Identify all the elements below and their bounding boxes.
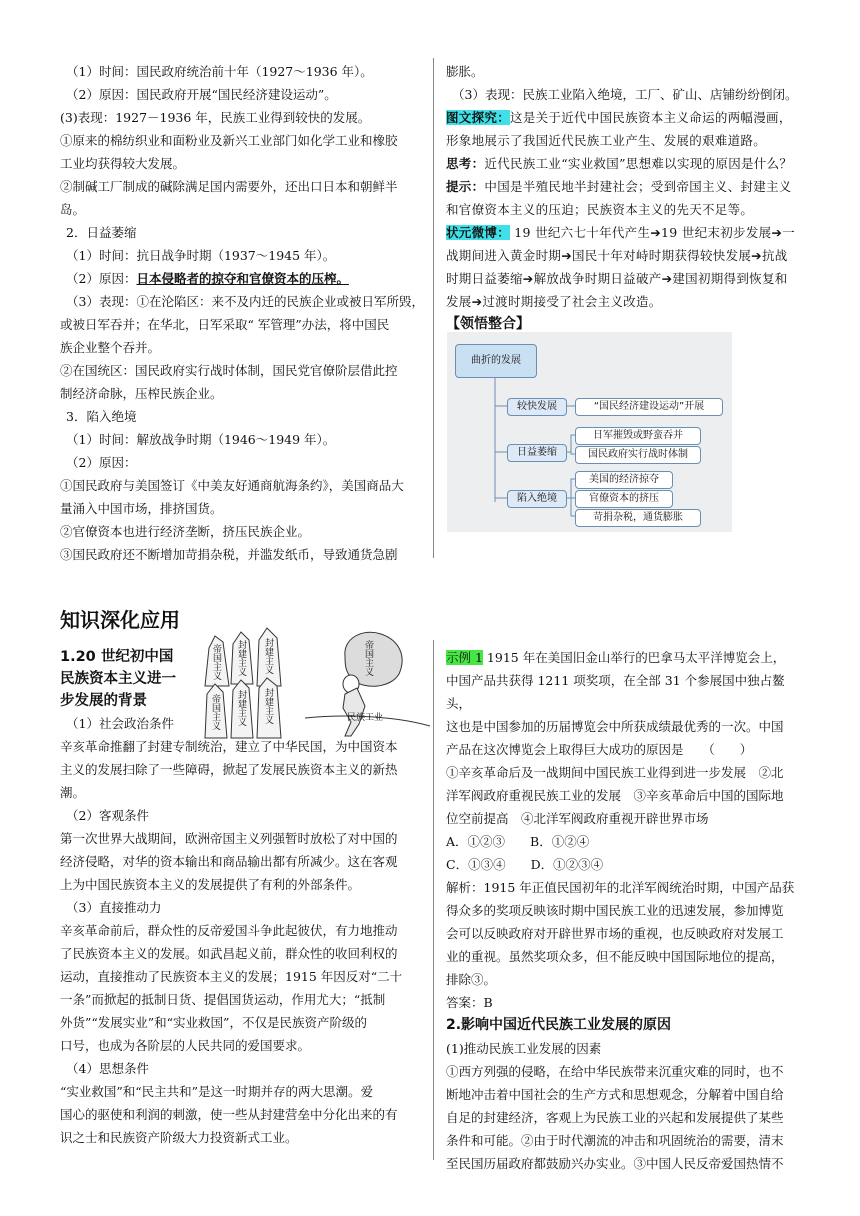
cartoon-label: 封建主义 — [238, 641, 248, 678]
subheading: 2．日益萎缩 — [66, 225, 137, 240]
text-line: 量涌入中国市场，排挤国货。 — [60, 501, 223, 516]
text-line: ①原来的棉纺织业和面粉业及新兴工业部门如化学工业和橡胶 — [60, 133, 398, 148]
text-line: ①国民政府与美国签订《中美友好通商航海条约》，美国商品大 — [60, 478, 404, 493]
text-line: （3）表现：民族工业陷入绝境，工厂、矿山、店铺纷纷倒闭。 — [452, 87, 798, 102]
cartoon-label: 封建主义 — [265, 689, 275, 726]
tishi-label: 提示： — [446, 179, 485, 194]
section-title: 知识深化应用 — [60, 608, 180, 632]
text-line: （2）原因： — [66, 455, 137, 470]
subheading: （3）直接推动力 — [66, 900, 162, 915]
mind-map — [447, 332, 732, 532]
text-line: 辛亥革命推翻了封建专制统治，建立了中华民国，为中国资本 — [60, 739, 398, 754]
text-line: ①辛亥革命后及一战期间中国民族工业得到进一步发展 ②北 — [446, 765, 784, 780]
text-line: (3)表现：1927－1936 年，民族工业得到较快的发展。 — [60, 110, 371, 125]
text-line: 一条”而掀起的抵制日货、提倡国货运动，作用尤大；“抵制 — [60, 992, 386, 1007]
text-line: 会可以反映政府对开辟世界市场的重视，也反映政府对发展工 — [446, 926, 784, 941]
text-line: 辛亥革命前后，群众性的反帝爱国斗争此起彼伏，有力地推动 — [60, 923, 398, 938]
text-line: 发展➔过渡时期接受了社会主义改造。 — [446, 294, 662, 309]
subheading: （2）客观条件 — [66, 808, 149, 823]
text-line: ②官僚资本也进行经济垄断，挤压民族企业。 — [60, 524, 311, 539]
text-line: 自足的封建经济，客观上为民族工业的兴起和发展提供了某些 — [446, 1110, 784, 1125]
sikao-text: 近代民族工业“实业救国”思想难以实现的原因是什么？ — [484, 156, 793, 171]
right-top-column — [446, 60, 806, 336]
text-line: “实业救国”和“民主共和”是这一时期并存的两大思潮。爱 — [60, 1084, 374, 1099]
mindmap-leaf: 日军摧毁或野蛮吞并 — [575, 427, 701, 445]
left-top-column — [60, 60, 430, 566]
answer-line: 答案：B — [446, 995, 493, 1010]
emphasis-text: 日本侵略者的掠夺和官僚资本的压榨。 — [136, 271, 349, 286]
weibo-label: 状元微博： — [446, 225, 511, 240]
subheading: (1)推动民族工业发展的因素 — [446, 1041, 602, 1056]
text-line: 口号，也成为各阶层的人民共同的爱国要求。 — [60, 1038, 311, 1053]
mindmap-leaf: 国民政府实行战时体制 — [575, 446, 701, 464]
mindmap-leaf: 苛捐杂税，通货膨胀 — [575, 509, 701, 527]
text-line: 战期间进入黄金时期➔国民十年对峙时期获得较快发展➔抗战 — [446, 248, 788, 263]
question-text: 1915 年在美国旧金山举行的巴拿马太平洋博览会上， — [482, 650, 786, 665]
tuwen-line — [446, 106, 806, 129]
text-line: 条件和可能。②由于时代潮流的冲击和巩固统治的需要，清末 — [446, 1133, 784, 1148]
options-line: C．①③④ D．①②③④ — [446, 857, 604, 872]
mindmap-leaf: “国民经济建设运动”开展 — [575, 398, 723, 416]
text-line: 或被日军吞并；在华北，日军采取“ 军管理”办法，将中国民 — [60, 317, 390, 332]
subheading: （1）社会政治条件 — [66, 716, 174, 731]
text-line: （3）表现：①在沦陷区：来不及内迁的民族企业或被日军所毁， — [66, 294, 424, 309]
text-line: 产品在这次博览会上取得巨大成功的原因是 （ ） — [446, 742, 753, 757]
text-line: ①西方列强的侵略，在给中华民族带来沉重灾难的同时，也不 — [446, 1064, 784, 1079]
cartoon-label: 帝国主义 — [212, 695, 222, 732]
text-line — [60, 267, 430, 290]
text-line: 第一次世界大战期间，欧洲帝国主义列强暂时放松了对中国的 — [60, 831, 398, 846]
column-divider — [433, 58, 434, 558]
text-line: 运动，直接推动了民族资本主义的发展；1915 年因反对“二十 — [60, 969, 403, 984]
text-line: 主义的发展扫除了一些障碍，掀起了发展民族资本主义的新热 — [60, 762, 398, 777]
text-line: 位空前提高 ④北洋军阀政府重视开辟世界市场 — [446, 811, 709, 826]
subheading: 3．陷入绝境 — [66, 409, 137, 424]
mindmap-branch-1: 较快发展 — [507, 398, 567, 416]
text-line: 时期日益萎缩➔解放战争时期日益破产➔建国初期得到恢复和 — [446, 271, 788, 286]
tishi-line — [446, 175, 806, 198]
text-line: 工业均获得较大发展。 — [60, 156, 186, 171]
text-line: 形象地展示了我国近代民族工业产生、发展的艰难道路。 — [446, 133, 767, 148]
weibo-line — [446, 221, 806, 244]
text-line: 至民国历届政府都鼓励兴办实业。③中国人民反帝爱国热情不 — [446, 1156, 784, 1171]
text-line: 族企业整个吞并。 — [60, 340, 161, 355]
cartoon-man-label: 民族工业 — [347, 713, 384, 723]
question-line — [446, 646, 806, 669]
weibo-text: 19 世纪六七十年代产生➔19 世纪末初步发展➔一 — [510, 225, 795, 240]
text-line: 岛。 — [60, 202, 86, 217]
text-line: 这也是中国参加的历届博览会中所获成绩最优秀的一次。中国 — [446, 719, 784, 734]
text-line: （1）时间：抗日战争时期（1937～1945 年）。 — [66, 248, 336, 263]
cartoon-label: 帝国主义 — [213, 645, 223, 682]
text-line: 制经济命脉，压榨民族企业。 — [60, 386, 223, 401]
text-line: 排除③。 — [446, 972, 497, 987]
tishi-text: 中国是半殖民地半封建社会；受到帝国主义、封建主义 — [484, 179, 792, 194]
column-divider — [433, 640, 434, 1160]
mindmap-root: 曲折的发展 — [455, 344, 537, 378]
text-line: 上为中国民族资本主义的发展提供了有利的外部条件。 — [60, 877, 361, 892]
sikao-line — [446, 152, 806, 175]
text-line: （1）时间：国民政府统治前十年（1927～1936 年）。 — [66, 64, 373, 79]
text-line: 和官僚资本主义的压迫；民族资本主义的先天不足等。 — [446, 202, 754, 217]
text-line: 膨胀。 — [446, 64, 484, 79]
text-line: 经济侵略，对华的资本输出和商品输出都有所减少。这在客观 — [60, 854, 398, 869]
example-label: 示例 1 — [446, 650, 483, 665]
heading-1: 步发展的背景 — [60, 693, 147, 709]
text-line: 断地冲击着中国社会的生产方式和思想观念，分解着中国自给 — [446, 1087, 784, 1102]
cartoon-rock-label: 帝国主义 — [365, 641, 375, 678]
text-line: 业的重视。虽然奖项众多，但不能反映中国国际地位的提高， — [446, 949, 784, 964]
mindmap-branch-3: 陷入绝境 — [507, 490, 567, 508]
mindmap-leaf: 官僚资本的挤压 — [575, 490, 673, 508]
lingwu-heading: 【领悟整合】 — [446, 316, 530, 332]
mindmap-branch-2: 日益萎缩 — [507, 444, 567, 462]
text-line: （1）时间：解放战争时期（1946～1949 年）。 — [66, 432, 336, 447]
text-line: （2）原因：国民政府开展“国民经济建设运动”。 — [66, 87, 337, 102]
text-line: 得众多的奖项反映该时期中国民族工业的迅速发展，参加博览 — [446, 903, 784, 918]
text-line: ③国民政府还不断增加苛捐杂税，并滥发纸币，导致通货急剧 — [60, 547, 398, 562]
text-line: 潮。 — [60, 785, 86, 800]
text-line: 洋军阀政府重视民族工业的发展 ③辛亥革命后中国的国际地 — [446, 788, 784, 803]
text-line: ②在国统区：国民政府实行战时体制，国民党官僚阶层借此控 — [60, 363, 398, 378]
heading-1: 民族资本主义进一 — [60, 671, 176, 687]
text-line: ②制碱工厂制成的碱除满足国内需要外，还出口日本和朝鲜半 — [60, 179, 398, 194]
text-line: 解析：1915 年正值民国初年的北洋军阀统治时期，中国产品获 — [446, 880, 795, 895]
text-line: 中国产品共获得 1211 项奖项，在全部 31 个参展国中独占鳌头， — [446, 673, 785, 711]
sikao-label: 思考： — [446, 156, 485, 171]
text-line: 了民族资本主义的发展。如武昌起义前，群众性的收回利权的 — [60, 946, 398, 961]
cartoon-label: 封建主义 — [238, 691, 248, 728]
text-line: 国心的驱使和利润的刺激，使一些从封建营垒中分化出来的有 — [60, 1107, 398, 1122]
subheading: （4）思想条件 — [66, 1061, 149, 1076]
cartoon-label: 封建主义 — [265, 639, 275, 676]
text-line: 识之士和民族资产阶级大力投资新式工业。 — [60, 1130, 298, 1145]
tuwen-text: 这是关于近代中国民族资本主义命运的两幅漫画， — [510, 110, 792, 125]
tuwen-label: 图文探究： — [446, 110, 511, 125]
text-prefix: （2）原因： — [66, 271, 137, 286]
heading-2: 2.影响中国近代民族工业发展的原因 — [446, 1017, 672, 1033]
options-line: A．①②③ B．①②④ — [446, 834, 590, 849]
text-line: 外货”“发展实业”和“实业救国”，不仅是民族资产阶级的 — [60, 1015, 367, 1030]
mindmap-leaf: 美国的经济掠夺 — [575, 471, 673, 489]
right-bottom-column — [446, 646, 806, 1175]
left-bottom-column — [60, 646, 432, 1149]
heading-1: 1.20 世纪初中国 — [60, 649, 174, 665]
